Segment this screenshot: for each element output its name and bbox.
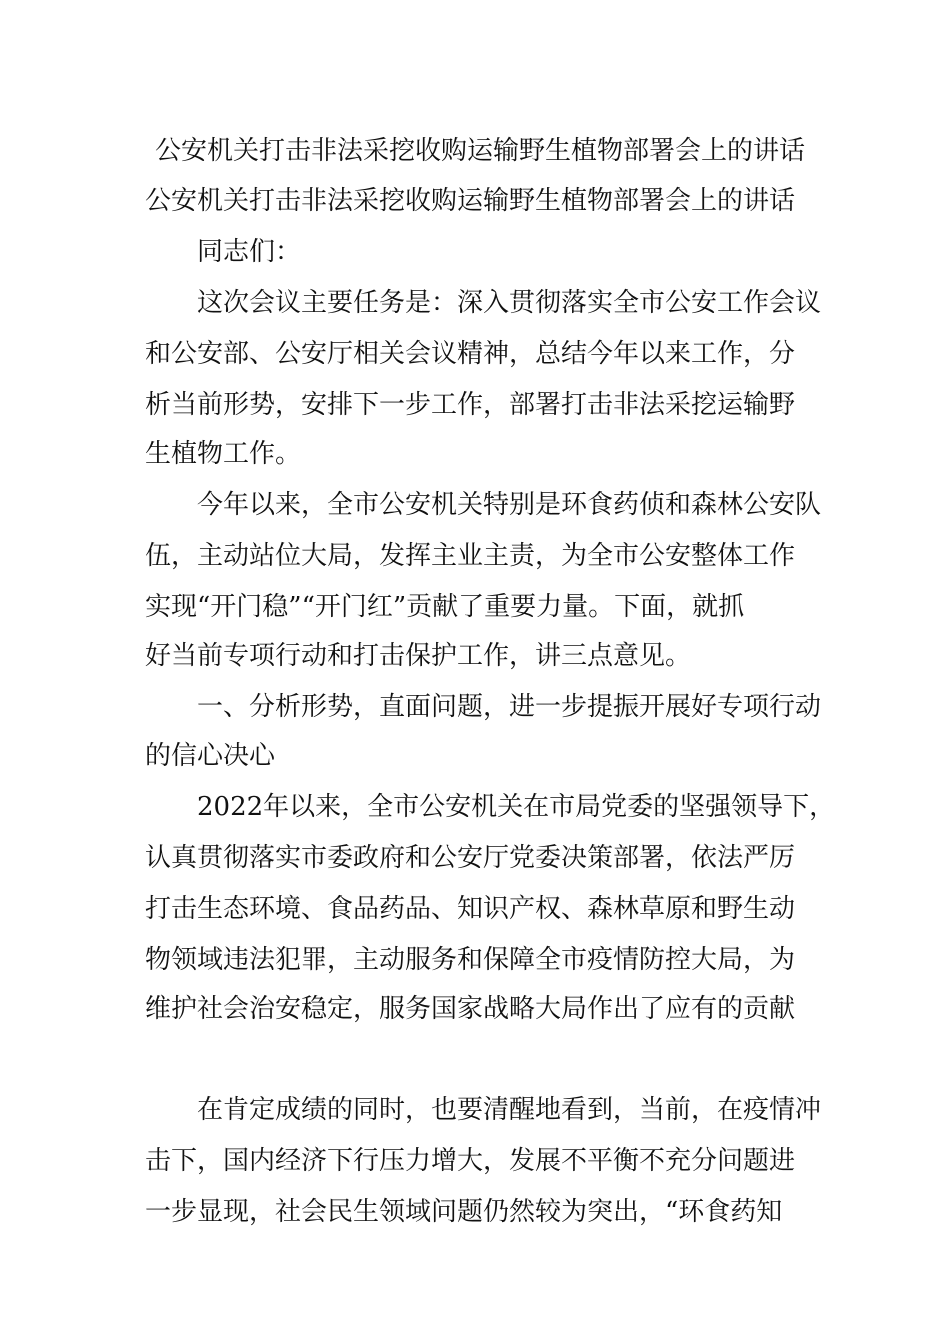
- paragraph-3-line-4: 物领域违法犯罪，主动服务和保障全市疫情防控大局，为: [145, 945, 796, 975]
- paragraph-3-line-5: 维护社会治安稳定，服务国家战略大局作出了应有的贡献: [145, 994, 796, 1024]
- paragraph-4-line-1: 在肯定成绩的同时，也要清醒地看到，当前，在疫情冲: [145, 1095, 822, 1125]
- paragraph-2-line-1: 今年以来，全市公安机关特别是环食药侦和森林公安队: [145, 490, 822, 520]
- section-heading-1-line-2: 的信心决心: [145, 741, 276, 771]
- paragraph-1-line-1: 这次会议主要任务是：深入贯彻落实全市公安工作会议: [145, 288, 822, 318]
- paragraph-3-line-3: 打击生态环境、食品药品、知识产权、森林草原和野生动: [145, 894, 796, 924]
- paragraph-1-line-2: 和公安部、公安厅相关会议精神，总结今年以来工作，分: [145, 339, 796, 369]
- title-line-2: 公安机关打击非法采挖收购运输野生植物部署会上的讲话: [145, 186, 796, 216]
- paragraph-2-line-3: 实现“开门稳”“开门红”贡献了重要力量。下面，就抓: [145, 592, 745, 622]
- title-line-1: 公安机关打击非法采挖收购运输野生植物部署会上的讲话: [155, 136, 806, 166]
- paragraph-2-line-4: 好当前专项行动和打击保护工作，讲三点意见。: [145, 641, 692, 671]
- paragraph-3-line-2: 认真贯彻落实市委政府和公安厅党委决策部署，依法严厉: [145, 843, 796, 873]
- paragraph-3-line-1: 2022年以来，全市公安机关在市局党委的坚强领导下，: [145, 792, 836, 822]
- paragraph-4-line-3: 一步显现，社会民生领域问题仍然较为突出，“环食药知: [145, 1197, 783, 1227]
- section-heading-1-line-1: 一、分析形势，直面问题，进一步提振开展好专项行动: [145, 692, 822, 722]
- paragraph-2-line-2: 伍，主动站位大局，发挥主业主责，为全市公安整体工作: [145, 541, 796, 571]
- paragraph-1-line-3: 析当前形势，安排下一步工作，部署打击非法采挖运输野: [145, 390, 796, 420]
- paragraph-4-line-2: 击下，国内经济下行压力增大，发展不平衡不充分问题进: [145, 1146, 796, 1176]
- salutation: 同志们：: [145, 237, 302, 267]
- paragraph-1-line-4: 生植物工作。: [145, 439, 302, 469]
